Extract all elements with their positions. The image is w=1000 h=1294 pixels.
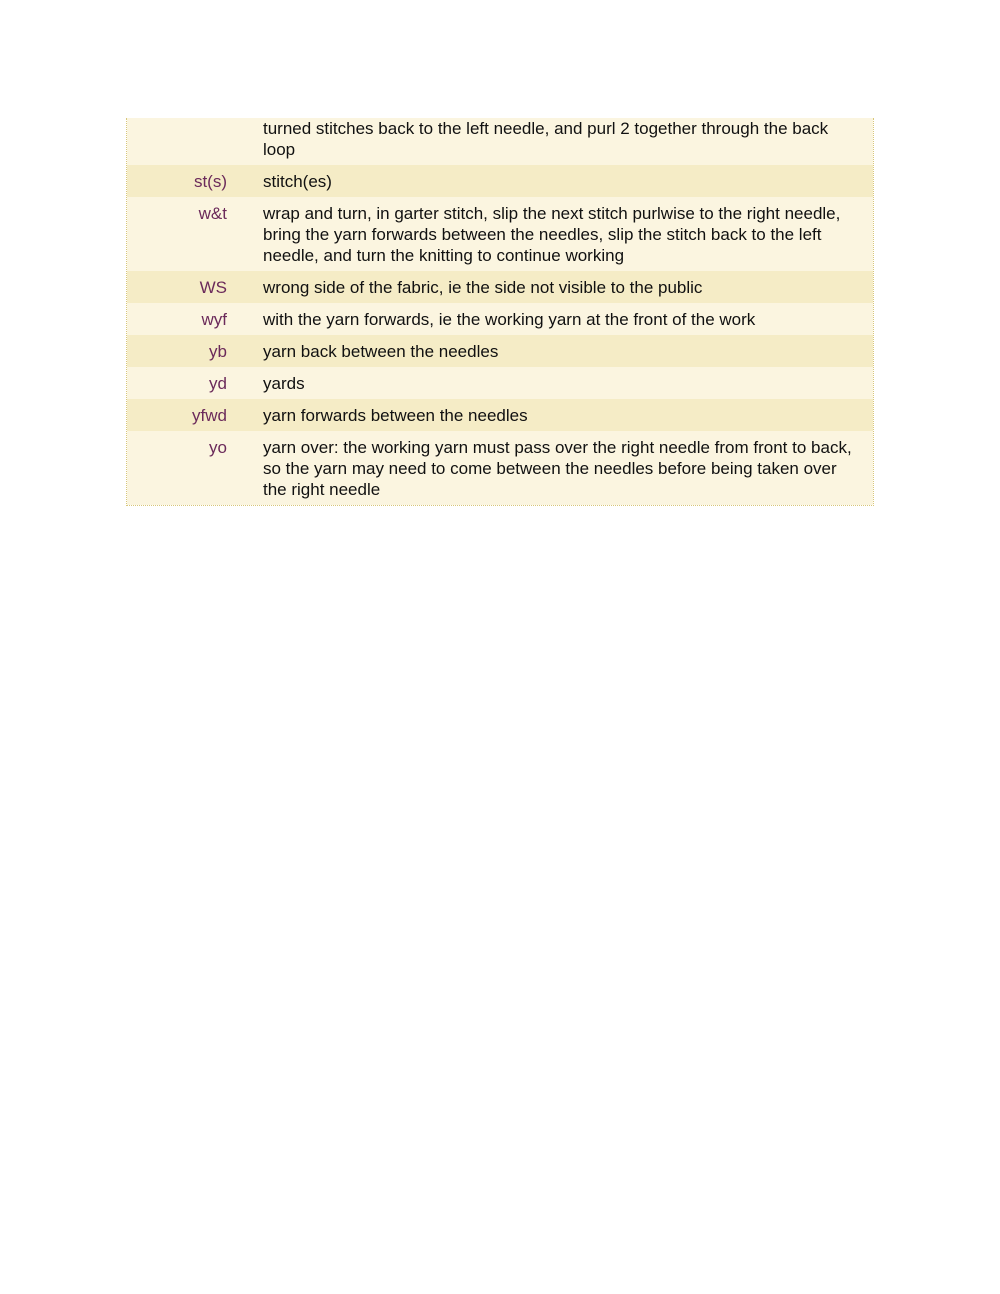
abbreviation-definition: wrap and turn, in garter stitch, slip the next stitch purlwise to the right needle, bring the yarn forwards between the needles, slip the stitch back to the left needle, and turn the knitting to continue working: [263, 204, 841, 265]
abbreviation-definition: yards: [263, 374, 305, 393]
table-row: [127, 431, 873, 505]
table-row: [127, 197, 873, 271]
abbreviation-definition: wrong side of the fabric, ie the side not visible to the public: [263, 278, 703, 297]
table-row: [127, 303, 873, 335]
abbreviation-definition: stitch(es): [263, 172, 332, 191]
abbreviation-definition: with the yarn forwards, ie the working yarn at the front of the work: [263, 310, 756, 329]
table-row: [127, 165, 873, 197]
abbreviation-term: yd: [209, 374, 227, 393]
abbreviation-term: wyf: [201, 310, 227, 329]
abbreviation-definition: yarn back between the needles: [263, 342, 499, 361]
abbreviation-term: [127, 118, 227, 123]
abbreviation-term: yfwd: [192, 406, 227, 425]
abbreviation-definition: yarn forwards between the needles: [263, 406, 528, 425]
abbreviation-definition: turned stitches back to the left needle, and purl 2 together through the back loop: [263, 119, 829, 159]
abbreviation-term: yo: [209, 438, 227, 457]
table-row: [127, 118, 873, 165]
abbreviation-term: st(s): [193, 172, 227, 191]
abbreviation-term: WS: [199, 278, 227, 297]
table-row: [127, 399, 873, 431]
table-row: [127, 335, 873, 367]
table-row: [127, 367, 873, 399]
abbreviation-term: yb: [209, 342, 227, 361]
table-row: [127, 271, 873, 303]
abbreviation-term: w&t: [198, 204, 227, 223]
abbreviation-definition: yarn over: the working yarn must pass over the right needle from front to back, so the yarn may need to come between the needles before being taken over the right needle: [263, 438, 852, 499]
abbreviations-table: [126, 118, 874, 506]
